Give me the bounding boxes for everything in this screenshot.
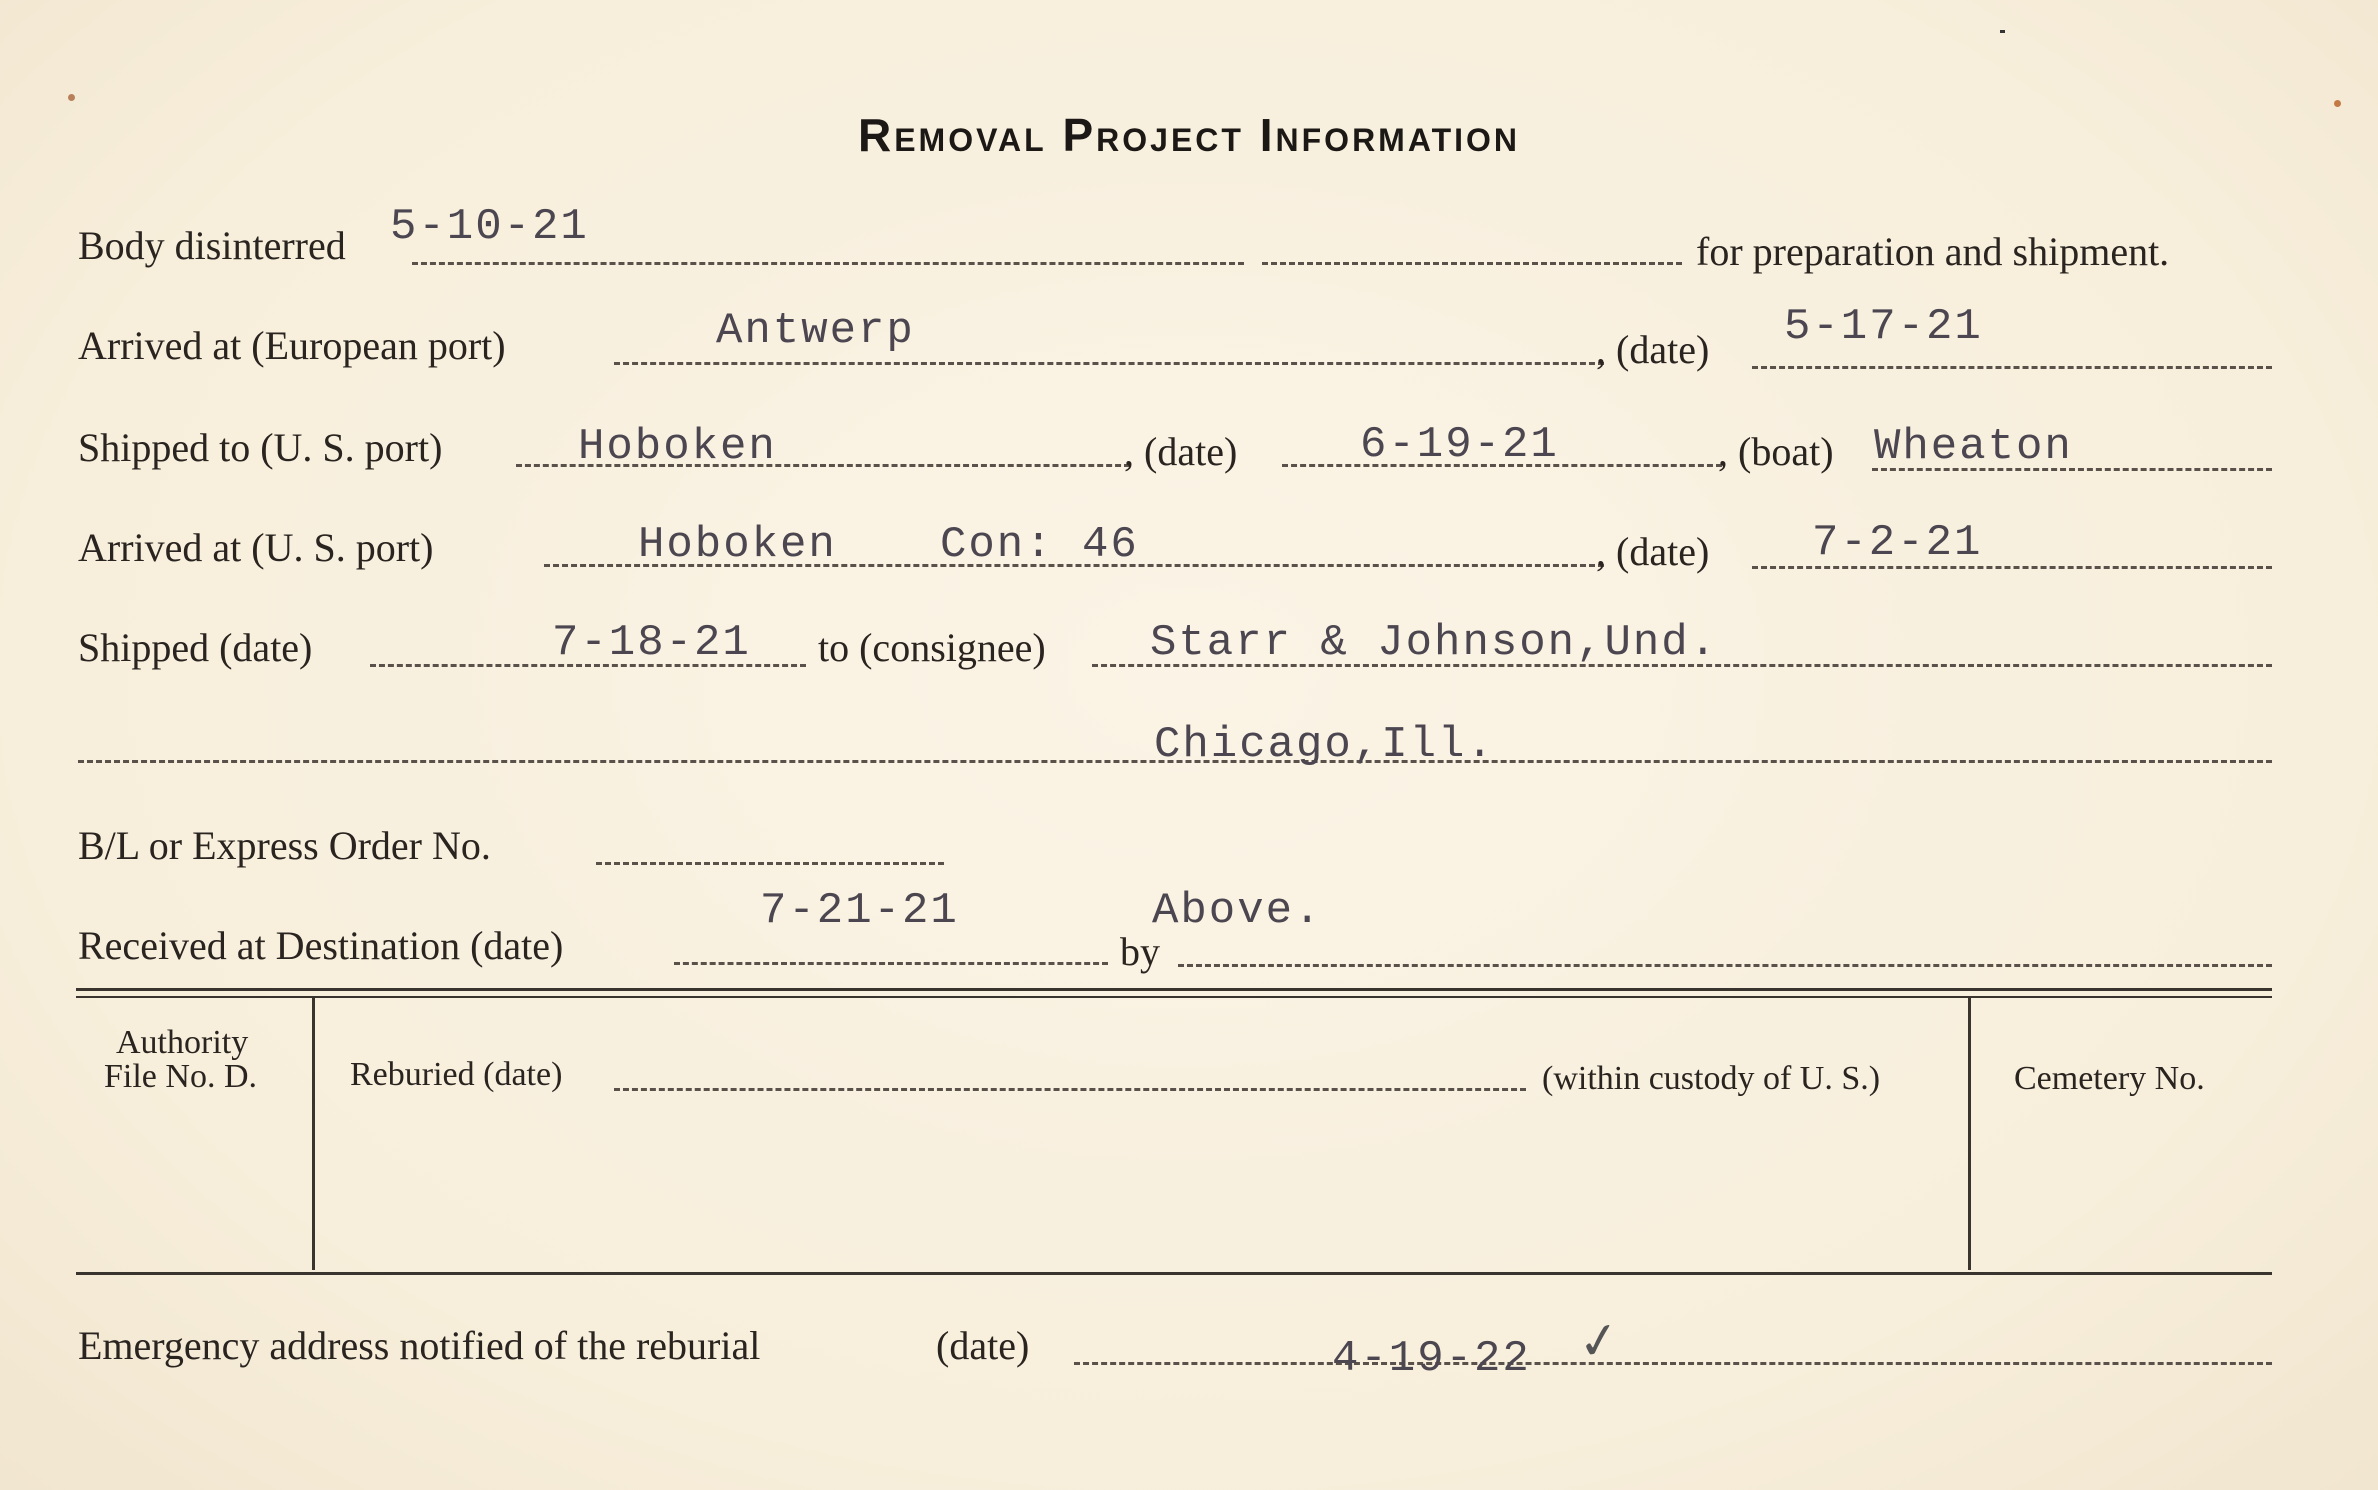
body-disinterred-suffix: for preparation and shipment. bbox=[1696, 229, 2170, 274]
emergency-date-line bbox=[1074, 1362, 2272, 1365]
shipped-date-label: Shipped (date) bbox=[78, 625, 313, 670]
european-port-line bbox=[614, 362, 1604, 365]
arrived-european-date-label: , (date) bbox=[1596, 327, 1710, 372]
consignee-line2-value: Chicago,Ill. bbox=[1154, 720, 1495, 770]
reburied-label: Reburied (date) bbox=[350, 1056, 563, 1093]
form-title: Removal Project Information bbox=[857, 109, 1521, 161]
received-label: Received at Destination (date) bbox=[78, 923, 564, 968]
emergency-date-label: (date) bbox=[936, 1323, 1030, 1368]
disinterred-date-value: 5-10-21 bbox=[390, 202, 589, 252]
us-arrival-date-value: 7-2-21 bbox=[1812, 518, 1983, 568]
arrived-us-date-label: , (date) bbox=[1596, 529, 1710, 574]
authority-label-line1: Authority bbox=[116, 1024, 249, 1061]
body-disinterred-label: Body disinterred bbox=[78, 223, 346, 268]
box-divider-left bbox=[312, 996, 315, 1270]
consignee-label: to (consignee) bbox=[818, 625, 1046, 670]
us-port-shipped-value: Hoboken bbox=[578, 422, 777, 472]
consignment-value: Con: 46 bbox=[940, 520, 1139, 570]
us-port-arrived-value: Hoboken bbox=[638, 520, 837, 570]
shipped-date-value: 7-18-21 bbox=[552, 618, 751, 668]
authority-label-line2: File No. D. bbox=[104, 1058, 257, 1095]
bl-label: B/L or Express Order No. bbox=[78, 823, 491, 868]
received-by-line bbox=[1178, 964, 2272, 967]
shipped-us-label: Shipped to (U. S. port) bbox=[78, 425, 443, 470]
section-divider-top-2 bbox=[76, 996, 2272, 998]
emergency-date-value: 4-19-22 bbox=[1332, 1334, 1531, 1384]
reburied-line bbox=[614, 1088, 1526, 1091]
custody-label: (within custody of U. S.) bbox=[1542, 1060, 1881, 1097]
box-divider-right bbox=[1968, 998, 1971, 1270]
paper-fleck bbox=[2334, 100, 2341, 107]
arrived-european-label: Arrived at (European port) bbox=[78, 323, 506, 368]
cemetery-label: Cemetery No. bbox=[2014, 1060, 2205, 1097]
box-bottom-rule bbox=[76, 1272, 2272, 1275]
european-date-value: 5-17-21 bbox=[1784, 302, 1983, 352]
boat-value: Wheaton bbox=[1874, 422, 2073, 472]
received-date-value: 7-21-21 bbox=[760, 886, 959, 936]
check-mark-icon: ✓ bbox=[1574, 1309, 1624, 1373]
paper-fleck bbox=[2000, 30, 2005, 33]
boat-label: , (boat) bbox=[1718, 429, 1834, 474]
european-port-value: Antwerp bbox=[716, 306, 915, 356]
body-disinterred-line-2 bbox=[1262, 262, 1682, 265]
shipped-us-date-label: , (date) bbox=[1124, 429, 1238, 474]
received-date-line bbox=[674, 962, 1108, 965]
body-disinterred-line bbox=[412, 262, 1244, 265]
european-date-line bbox=[1752, 366, 2272, 369]
bl-line bbox=[596, 862, 944, 865]
consignee-line1-value: Starr & Johnson,Und. bbox=[1150, 618, 1719, 668]
emergency-label: Emergency address notified of the reburial bbox=[78, 1323, 761, 1368]
arrived-us-label: Arrived at (U. S. port) bbox=[78, 525, 434, 570]
us-ship-date-value: 6-19-21 bbox=[1360, 420, 1559, 470]
received-by-value: Above. bbox=[1152, 886, 1323, 936]
paper-fleck bbox=[68, 94, 75, 101]
section-divider-top bbox=[76, 988, 2272, 991]
received-by-label: by bbox=[1120, 929, 1160, 974]
